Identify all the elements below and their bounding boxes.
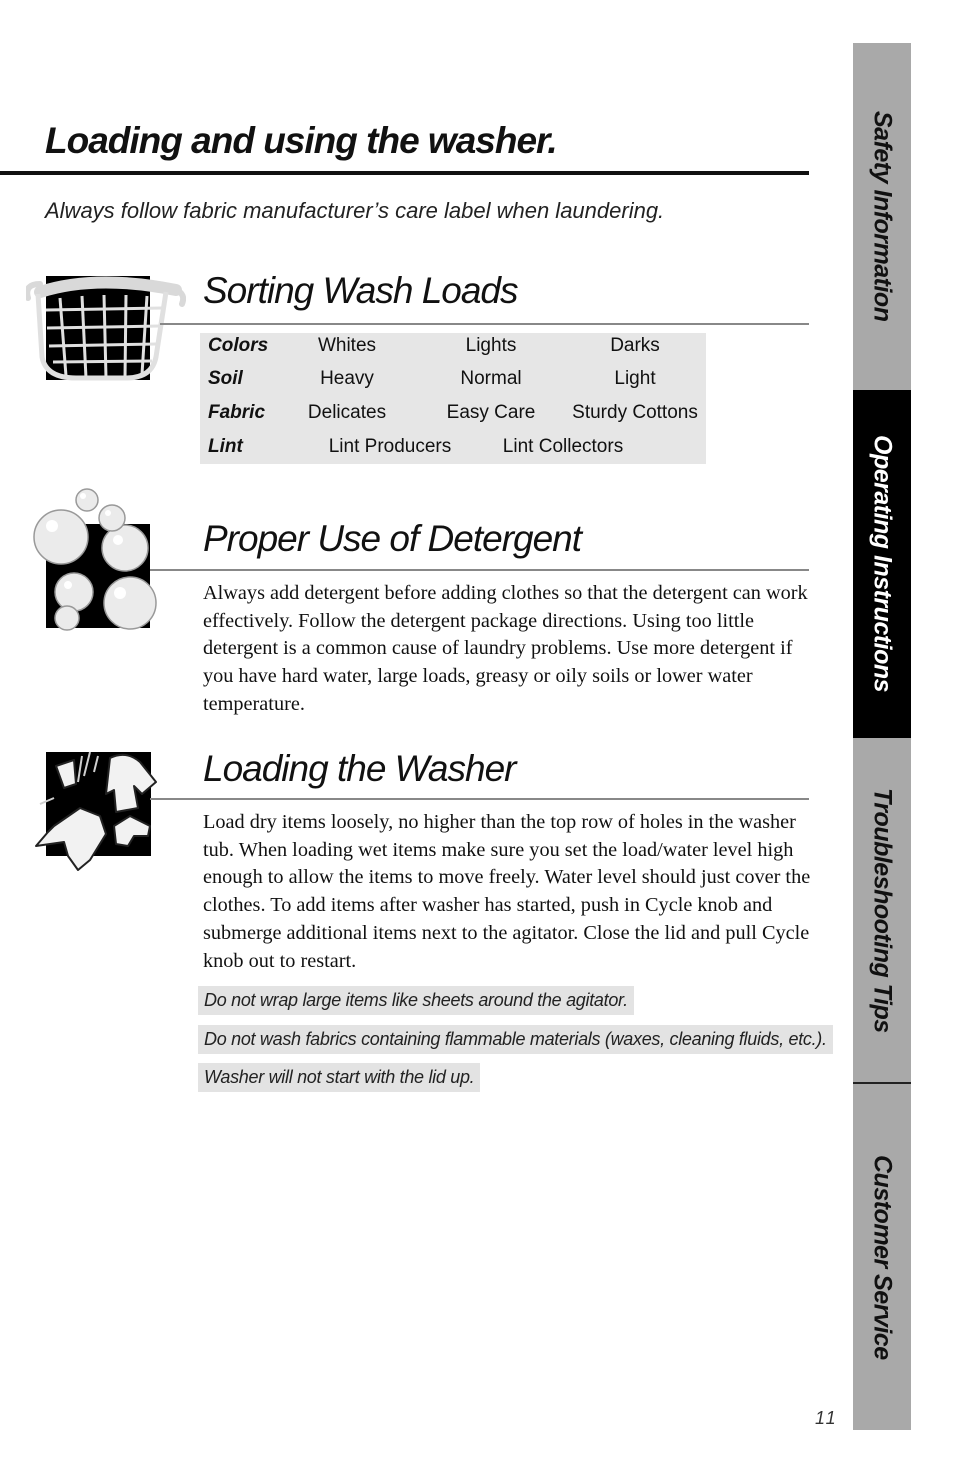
tab-troubleshooting-tips[interactable] (853, 738, 911, 1083)
row-label: Soil (208, 368, 243, 389)
page-subtitle: Always follow fabric manufacturer’s care label when laundering. (45, 198, 665, 223)
section-heading-detergent: Proper Use of Detergent (203, 518, 582, 559)
row-label: Lint (208, 436, 243, 457)
page-title: Loading and using the washer. (45, 120, 557, 161)
table-cell: Lint Producers (328, 436, 452, 457)
loading-body-text: Load dry items loosely, no higher than the top row of holes in the washer tub. When loading wet items make sure you set the load/water level high enough to allow the items to move freely. Water level should just cover the clothes. To add items after washer has started, push in Cycle knob and submerge additional items next to the agitator. Close the lid and pull Cycle knob out to restart. (203, 811, 811, 972)
tab-customer-service[interactable] (853, 1084, 911, 1430)
table-cell: Delicates (307, 402, 387, 423)
tab-label: Customer Service (868, 1154, 897, 1360)
table-cell: Easy Care (446, 402, 536, 423)
section-heading-loading: Loading the Washer (203, 748, 516, 789)
caution-note: Do not wash fabrics containing flammable materials (waxes, cleaning fluids, etc.). (198, 1025, 833, 1054)
table-cell: Heavy (320, 368, 374, 389)
row-label: Colors (208, 335, 269, 356)
row-label: Fabric (208, 402, 266, 423)
tab-label: Safety Information (868, 111, 897, 322)
tumbling-clothes-icon (30, 742, 160, 874)
tab-safety-information[interactable] (853, 43, 911, 390)
section-rule-detergent (150, 569, 809, 571)
tab-label: Operating Instructions (868, 435, 897, 693)
section-heading-sorting: Sorting Wash Loads (203, 270, 518, 311)
table-cell: Lint Collectors (502, 436, 624, 457)
tab-operating-instructions[interactable] (853, 390, 911, 738)
section-rule-sorting (160, 323, 809, 325)
sorting-row-lint (200, 436, 706, 470)
table-cell: Normal (460, 368, 522, 389)
sorting-row-fabric (200, 402, 706, 436)
table-cell: Darks (610, 335, 660, 356)
tab-label: Troubleshooting Tips (868, 788, 897, 1033)
table-cell: Whites (317, 335, 377, 356)
title-rule (0, 171, 809, 175)
caution-note: Washer will not start with the lid up. (198, 1063, 480, 1092)
table-cell: Light (614, 368, 656, 389)
page-number: 11 (815, 1408, 838, 1428)
table-cell: Sturdy Cottons (572, 402, 698, 423)
detergent-body-text: Always add detergent before adding clothes so that the detergent can work effectively. Follow the detergent package directions. Using too little detergent is a common cause of laundry problems. Use more detergent if you have hard water, large loads, greasy or oily soils or lower water temperature. (203, 582, 808, 715)
sorting-row-soil (200, 368, 706, 402)
sorting-table (200, 333, 706, 464)
caution-note: Do not wrap large items like sheets around the agitator. (198, 986, 634, 1015)
section-rule-loading (150, 798, 809, 800)
table-cell: Lights (465, 335, 517, 356)
sorting-row-colors (200, 335, 706, 369)
soap-bubbles-icon (30, 486, 160, 634)
